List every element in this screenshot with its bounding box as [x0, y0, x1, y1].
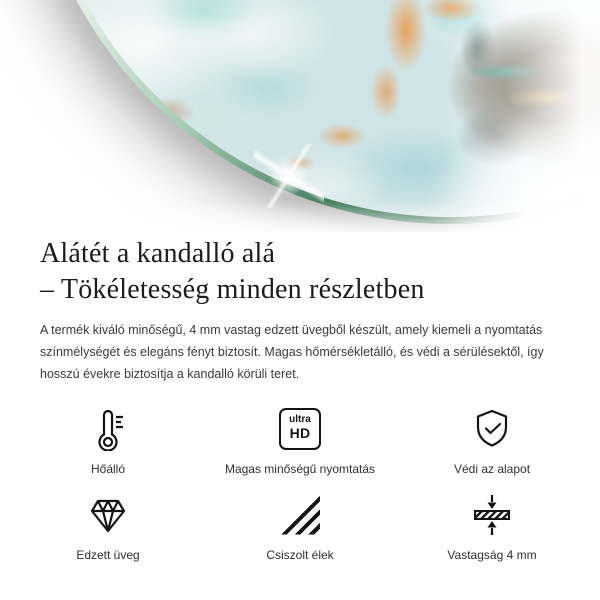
feature-label: Edzett üveg — [76, 547, 140, 562]
feature-heat-resistant — [12, 406, 204, 476]
feature-protects-base — [396, 406, 588, 476]
polished-edges-icon — [280, 492, 320, 538]
description-line: A termék kiváló minőségű, 4 mm vastag edzett üvegből készült, amely kiemeli a nyomtatás — [40, 322, 543, 337]
sparkle-highlight — [254, 144, 324, 208]
description-line: színmélységét és elegáns fényt biztosít. Magas hőmérsékletálló, és védi a sérülésektől, így — [40, 345, 544, 360]
feature-polished-edges — [204, 492, 396, 562]
title-line-2: – Tökéletesség minden részletben — [40, 274, 425, 306]
features-grid — [12, 406, 588, 562]
thickness-icon — [470, 492, 514, 538]
feature-label: Vastagság 4 mm — [447, 547, 537, 562]
ultra-hd-badge-top: ultra — [289, 414, 311, 426]
feature-thickness — [396, 492, 588, 562]
thermometer-icon — [86, 406, 130, 452]
feature-label: Hőálló — [90, 461, 126, 476]
title-line-1: Alátét a kandalló alá — [40, 238, 276, 269]
product-photo — [0, 0, 600, 232]
feature-tempered-glass — [12, 492, 204, 562]
ultra-hd-icon — [279, 406, 321, 452]
ultra-hd-badge-bottom: HD — [289, 425, 311, 442]
feature-label: Védi az alapot — [453, 461, 531, 476]
feature-hd-print — [204, 406, 396, 476]
page-title — [40, 236, 560, 309]
feature-label: Csiszolt élek — [266, 547, 334, 562]
diamond-icon — [86, 492, 130, 538]
description-line: hosszú évekre biztosítja a kandalló körüli teret. — [40, 367, 300, 382]
product-description — [40, 319, 560, 386]
feature-label: Magas minőségű nyomtatás — [224, 461, 376, 476]
shield-check-icon — [470, 406, 514, 452]
